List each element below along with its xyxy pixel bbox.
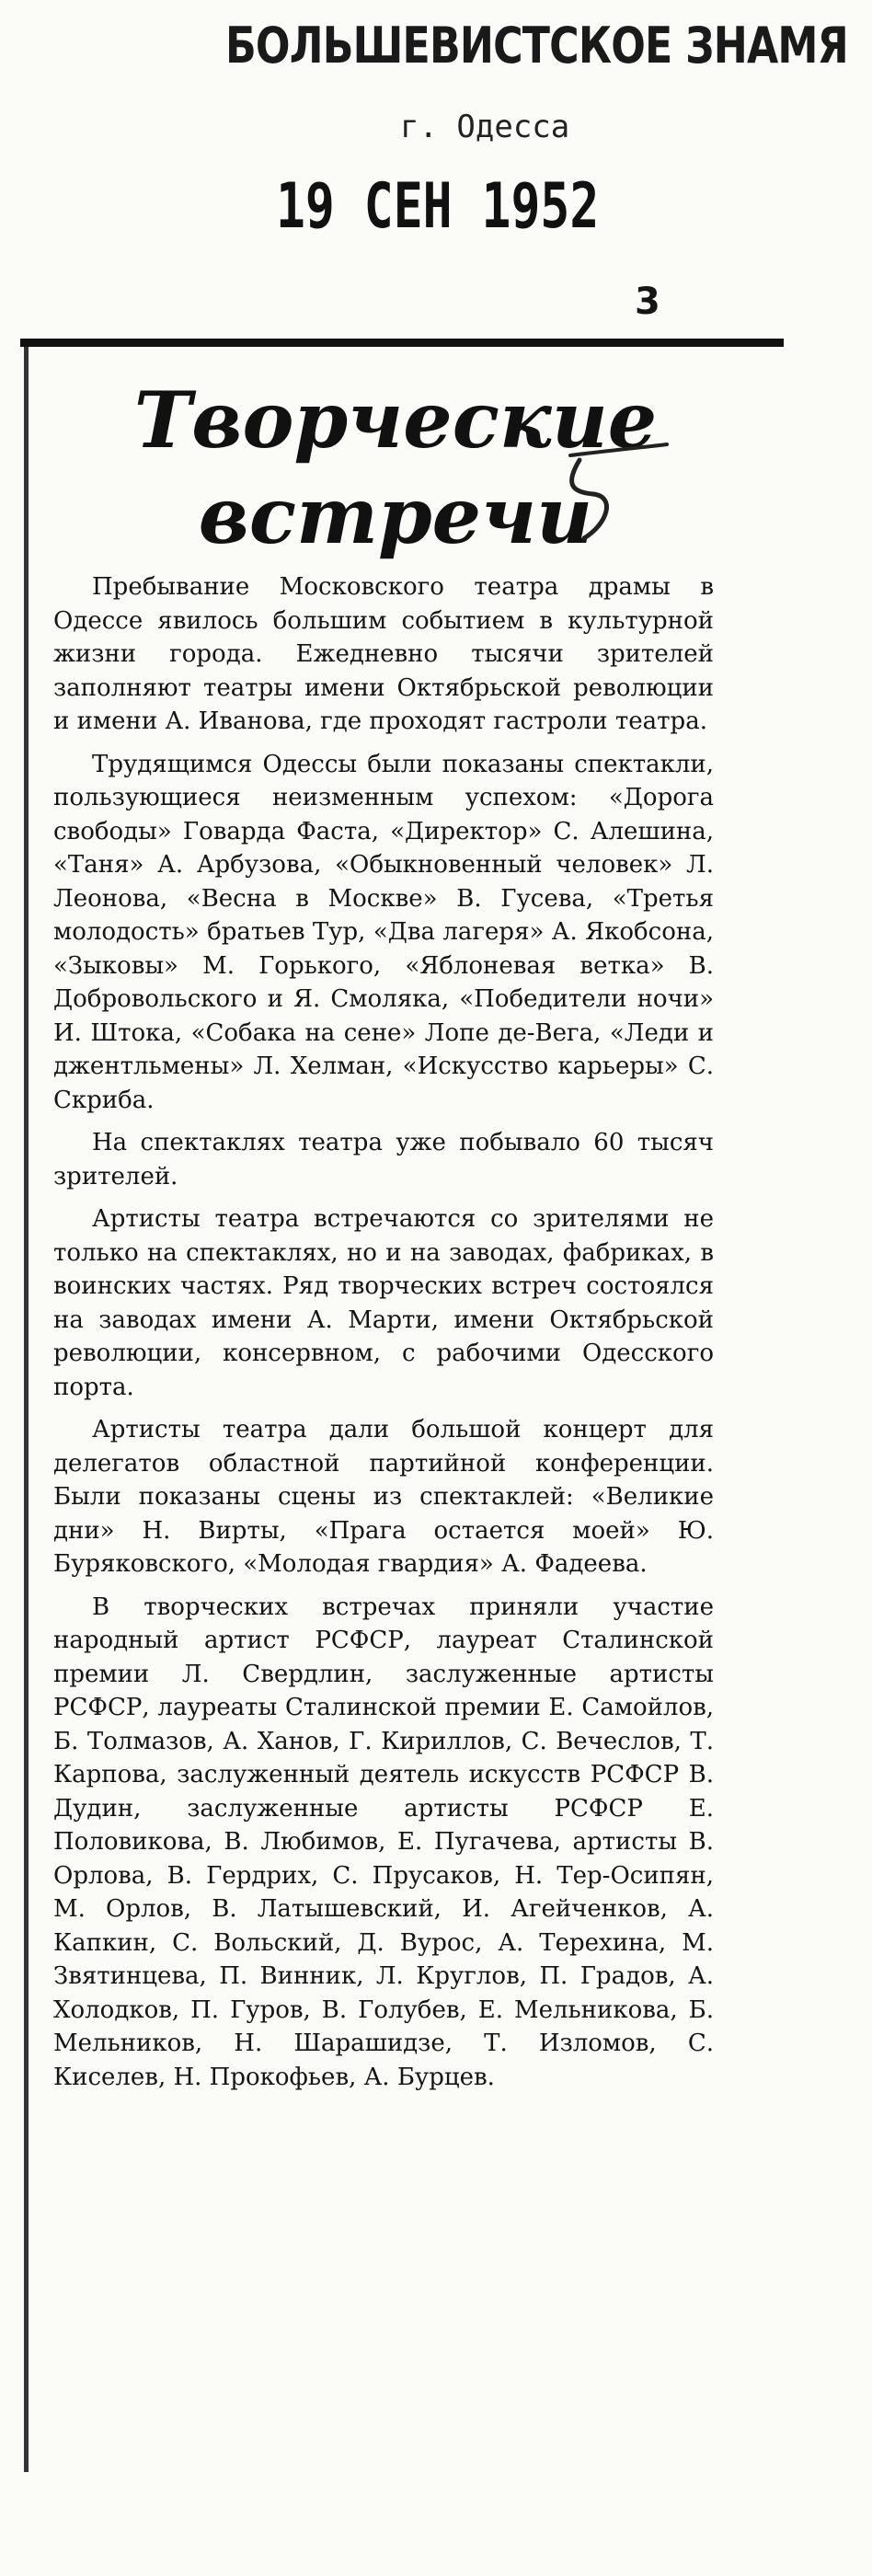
article-paragraph: На спектаклях театра уже побывало 60 тысяч зрителей. (53, 1129, 714, 1190)
article-paragraph: Трудящимся Одессы были показаны спектакли, пользующиеся неизменным успехом: «Дорога свободы» Говарда Фаста, «Директор» С. Алешина, «Таня» А. Арбузова, «Обыкновенный человек» Л. Леонова, «Весна в Москве» В. Гусева, «Третья молодость» братьев Тур, «Два лагеря» А. Якобсона, «Зыковы» М. Горького, «Яблоневая ветка» В. Добровольского и Я. Смоляка, «Победители ночи» И. Штока, «Собака на сене» Лопе де-Вега, «Леди и джентльмены» Л. Хелман, «Искусство карьеры» С. Скриба. (53, 750, 714, 1114)
article-paragraph: Пребывание Московского театра драмы в Одессе явилось большим событием в культурной жизни города. Ежедневно тысячи зрителей заполняют театры имени Октябрьской революции и имени А. Иванова, где проходят гастроли театра. (53, 573, 714, 735)
newspaper-masthead: БОЛЬШЕВИСТСКОЕ ЗНАМЯ (225, 17, 848, 75)
article-paragraph: Артисты театра дали большой концерт для делегатов областной партийной конференции. Были показаны сцены из спектаклей: «Великие дни» Н. Вирты, «Прага остается моей» Ю. Буряковского, «Молодая гвардия» А. Фадеева. (53, 1416, 714, 1578)
side-rule (24, 347, 29, 2472)
page-number: 3 (635, 281, 660, 323)
city-label: г. Одесса (400, 109, 570, 145)
top-rule (20, 339, 784, 347)
article-paragraph: В творческих встречах приняли участие народный артист РСФСР, лауреат Сталинской премии Л. Свердлин, заслуженные артисты РСФСР, лауреаты Сталинской премии Е. Самойлов, Б. Толмазов, А. Ханов, Г. Кириллов, С. Вечеслов, Т. Карпова, заслуженный деятель искусств РСФСР В. Дудин, заслуженные артисты РСФСР Е. Половикова, В. Любимов, Е. Пугачева, артисты В. Орлова, В. Гердрих, С. Прусаков, Н. Тер-Осипян, М. Орлов, В. Латышевский, И. Агейченков, А. Капкин, С. Вольский, Д. Вурос, А. Терехина, М. Звятинцева, П. Винник, Л. Круглов, П. Градов, А. Холодков, П. Гуров, В. Голубев, Е. Мельникова, Б. Мельников, Н. Шарашидзе, Т. Изломов, С. Киселев, Н. Прокофьев, А. Бурцев. (53, 1593, 714, 2091)
article-body (53, 570, 714, 2103)
date-stamp: 19 СЕН 1952 (276, 170, 600, 243)
article-title: Творческие встречи (133, 374, 658, 561)
article-paragraph: Артисты театра встречаются со зрителями не только на спектаклях, но и на заводах, фабриках, в воинских частях. Ряд творческих встреч состоялся на заводах имени А. Марти, имени Октябрьской революции, консервном, с рабочими Одесского порта. (53, 1205, 714, 1401)
handwritten-mark-icon (552, 437, 671, 547)
